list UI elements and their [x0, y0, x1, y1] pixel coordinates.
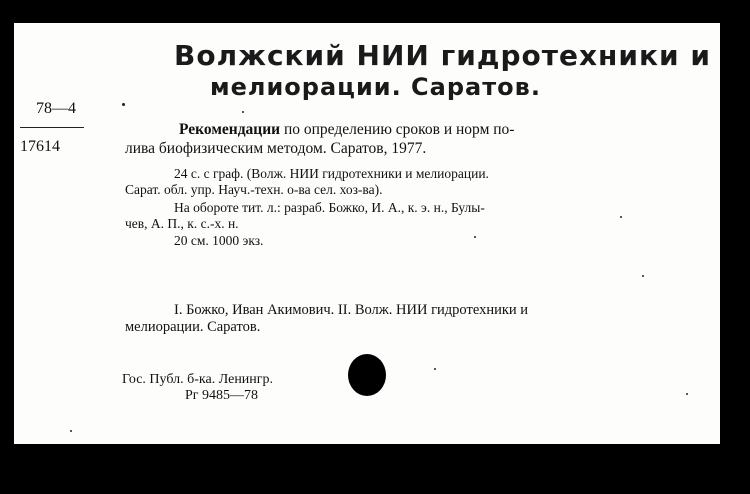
entry-title-line-2: лива биофизическим методом. Саратов, 1977.: [125, 140, 427, 157]
handwritten-line-2: мелиорации. Саратов.: [210, 73, 541, 101]
speck: [642, 275, 644, 277]
speck: [70, 430, 72, 432]
speck: [434, 368, 436, 370]
description-line-2: Сарат. обл. упр. Науч.-техн. о-ва сел. хоз-ва).: [125, 182, 383, 197]
entry-title: [179, 121, 514, 139]
handwritten-line-1: Волжский НИИ гидротехники и: [174, 39, 711, 72]
speck: [620, 216, 622, 218]
entry-title-bold: Рекомендации: [179, 121, 281, 138]
speck: [474, 236, 476, 238]
description-line-5: 20 см. 1000 экз.: [174, 233, 264, 248]
library-line-1: Гос. Публ. б-ка. Ленингр.: [122, 372, 274, 387]
tracings-line-2: мелиорации. Саратов.: [125, 319, 261, 335]
call-number-divider: [20, 127, 84, 128]
call-number-bottom: 17614: [20, 138, 60, 155]
description-line-3: На обороте тит. л.: разраб. Божко, И. А., к. э. н., Булы-: [174, 200, 485, 215]
catalog-card: [14, 23, 720, 444]
description-line-1: 24 с. с граф. (Волж. НИИ гидротехники и мелиорации.: [174, 166, 489, 181]
punch-hole: [348, 354, 386, 396]
call-number-top: 78—4: [36, 100, 76, 117]
tracings-line-1: I. Божко, Иван Акимович. II. Волж. НИИ гидротехники и: [174, 302, 529, 318]
description-line-4: чев, А. П., к. с.-х. н.: [125, 216, 239, 231]
speck: [122, 103, 125, 106]
library-line-2: Рг 9485—78: [185, 388, 259, 403]
speck: [242, 111, 244, 113]
entry-title-rest: по определению сроков и норм по-: [280, 121, 515, 138]
speck: [686, 393, 688, 395]
